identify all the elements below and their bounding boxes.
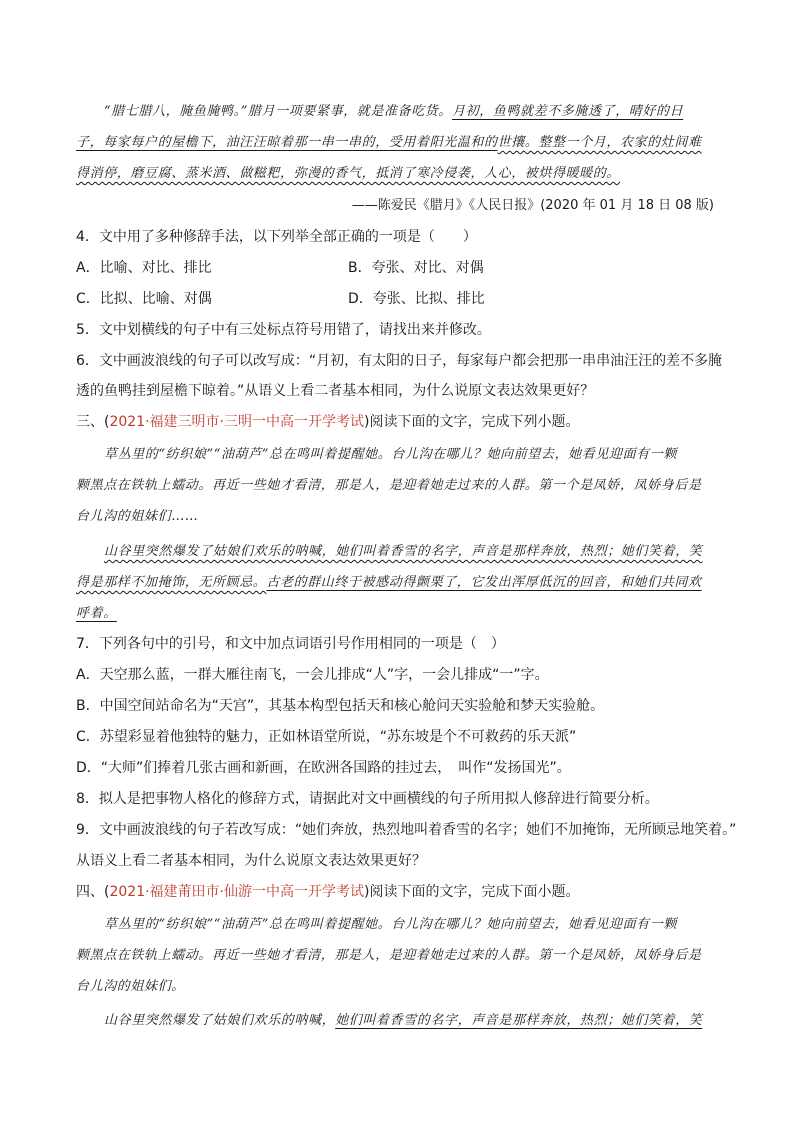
passage1-line3: 得消停，磨豆腐、蒸米酒、做糍粑，弥漫的香气，抵消了寒冷侵袭，人心，被烘得暖暖的。 — [76, 166, 621, 181]
q4-option-c: C．比拟、比喻、对偶 — [76, 291, 212, 307]
q7-option-a: A．天空那么蓝，一群大雁往南飞，一会儿排成“人”字，一会儿排成“一”字。 — [76, 667, 549, 683]
q4-option-d: D．夸张、比拟、排比 — [348, 291, 485, 307]
passage1-line1: “腊七腊八，腌鱼腌鸭。”腊月一项要紧事，就是准备吃货。月初，鱼鸭就差不多腌透了，晴好的日 — [104, 104, 684, 119]
passage2-line5: 得是那样不加掩饰，无所顾忌。古老的群山终于被感动得颤栗了，它发出浑厚低沉的回音，和她们共同欢 — [76, 575, 702, 590]
passage2-line3: 台儿沟的姐妹们…… — [76, 509, 199, 524]
section3-heading: 三、(2021·福建三明市·三明一中高一开学考试)阅读下面的文字，完成下列小题。 — [76, 414, 580, 430]
section4-heading: 四、(2021·福建莆田市·仙游一中高一开学考试)阅读下面的文字，完成下面小题。 — [76, 884, 580, 900]
passage1-source: ——陈爱民《腊月》《人民日报》(2020 年 01 月 18 日 08 版) — [351, 198, 714, 213]
section3-source: 2021·福建三明市·三明一中高一开学考试 — [109, 414, 364, 430]
passage3-line2: 颗黑点在铁轨上蠕动。再近一些她才看清，那是人，是迎着她走过来的人群。第一个是凤娇，凤娇身后是 — [76, 948, 702, 963]
underlined-sentence-cont: 子，每家每户的屋檐下，油汪汪晾着那一串一串的，受用着阳光温和的 — [76, 135, 498, 150]
wavy-sentence: 世攘。整整一个月，农家的灶间难 — [497, 135, 702, 150]
passage3-line3: 台儿沟的姐妹们。 — [76, 979, 185, 994]
q8: 8．拟人是把事物人格化的修辞方式，请据此对文中画横线的句子所用拟人修辞进行简要分析。 — [76, 791, 659, 807]
q7-option-d: D．“大师”们捧着几张古画和新画，在欧洲各国路的挂过去， 叫作“发扬国光”。 — [76, 760, 571, 776]
q7-option-c: C．苏望彩显着他独特的魅力，正如林语堂所说，“苏东坡是个不可救药的乐天派” — [76, 729, 577, 745]
q6-line1: 6．文中画波浪线的句子可以改写成：“月初，有太阳的日子，每家每户都会把那一串串油汪汪的差不多腌 — [76, 353, 723, 369]
q6-line2: 透的鱼鸭挂到屋檐下晾着。”从语义上看二者基本相同，为什么说原文表达效果更好？ — [76, 383, 595, 399]
underlined-sentence: 她们叫着香雪的名字，声音是那样奔放，热烈；她们笑着，笑 — [335, 1013, 703, 1028]
passage3-line4: 山谷里突然爆发了姑娘们欢乐的呐喊，她们叫着香雪的名字，声音是那样奔放，热烈；她们笑着，笑 — [104, 1013, 703, 1028]
underlined-sentence: 古老的群山终于被感动得颤栗了，它发出浑厚低沉的回音，和她们共同欢 — [266, 575, 702, 590]
passage2-line2: 颗黑点在铁轨上蠕动。再近一些她才看清，那是人，是迎着她走过来的人群。第一个是凤娇，凤娇身后是 — [76, 478, 702, 493]
q5: 5．文中划横线的句子中有三处标点符号用错了，请找出来并修改。 — [76, 322, 491, 338]
q7-stem: 7．下列各句中的引号，和文中加点词语引号作用相同的一项是（ ） — [76, 636, 505, 652]
q7-option-b: B．中国空间站命名为“天宫”，其基本构型包括天和核心舱问天实验舱和梦天实验舱。 — [76, 698, 605, 714]
q4-option-b: B．夸张、对比、对偶 — [348, 260, 484, 276]
q9-line2: 从语义上看二者基本相同，为什么说原文表达效果更好？ — [76, 853, 426, 869]
underlined-sentence: 月初，鱼鸭就差不多腌透了，晴好的日 — [452, 104, 684, 119]
section4-source: 2021·福建莆田市·仙游一中高一开学考试 — [109, 884, 364, 900]
passage3-line1: 草丛里的“纺织娘”“油葫芦”总在鸣叫着提醒她。台儿沟在哪儿？她向前望去，她看见迎面有一颗 — [104, 917, 677, 932]
passage2-line4: 山谷里突然爆发了姑娘们欢乐的呐喊，她们叫着香雪的名字，声音是那样奔放，热烈；她们笑着，笑 — [104, 544, 703, 559]
q4-stem: 4．文中用了多种修辞手法，以下列举全部正确的一项是（ ） — [76, 229, 477, 245]
passage2-line6: 呼着。 — [76, 606, 117, 621]
q9-line1: 9．文中画波浪线的句子若改写成：“她们奔放，热烈地叫着香雪的名字；她们不加掩饰，无所顾忌地笑着。” — [76, 822, 737, 838]
passage2-line1: 草丛里的“纺织娘”“油葫芦”总在鸣叫着提醒她。台儿沟在哪儿？她向前望去，她看见迎面有一颗 — [104, 447, 677, 462]
q4-option-a: A．比喻、对比、排比 — [76, 260, 212, 276]
passage1-line2 — [76, 131, 702, 150]
